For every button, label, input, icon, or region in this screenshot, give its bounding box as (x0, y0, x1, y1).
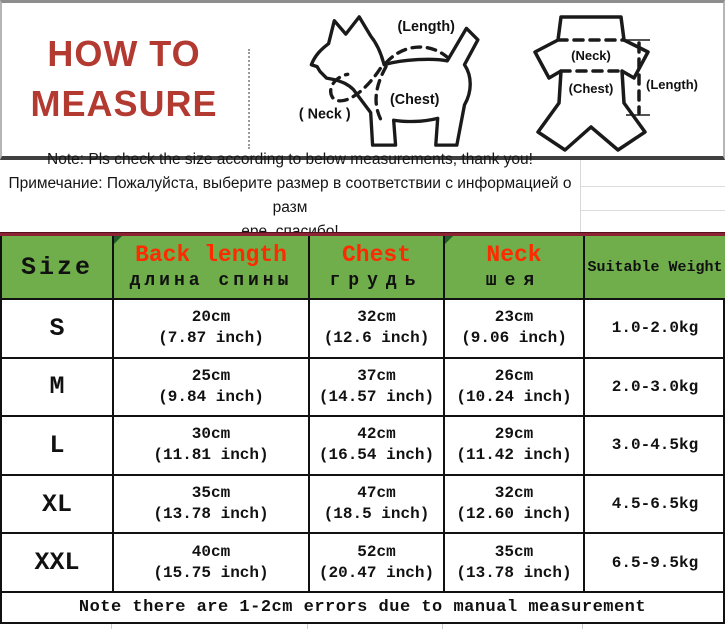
chest-inch: (14.57 inch) (318, 387, 435, 406)
table-row-m-neck (445, 359, 585, 418)
table-row-xxl-weight (585, 534, 725, 593)
header-back-ru: длина спины (129, 270, 293, 291)
footer-note-text: Note there are 1-2cm errors due to manual measurement (78, 597, 647, 617)
neck-inch: (9.06 inch) (461, 329, 567, 348)
neck-inch: (10.24 inch) (456, 387, 572, 406)
garment-neck-label: (Neck) (571, 48, 611, 63)
chest-inch: (12.6 inch) (323, 329, 430, 348)
header-back-length (114, 236, 310, 300)
chest-cm: 52cm (357, 542, 396, 561)
bottom-strip (0, 624, 725, 629)
table-row-s-neck (445, 300, 585, 359)
size-value: XL (41, 489, 72, 519)
header-neck-en: Neck (486, 241, 542, 268)
back-cm: 25cm (191, 366, 231, 385)
table-row-xxl-chest (310, 534, 445, 593)
size-value: L (49, 430, 65, 460)
measure-section (0, 0, 725, 160)
table-row-xxl-back (114, 534, 310, 593)
table-row-s-back (114, 300, 310, 359)
comment-marker-icon (114, 236, 122, 244)
header-back-en: Back length (135, 241, 287, 268)
table-row-l-back (114, 417, 310, 476)
back-cm: 30cm (191, 425, 231, 444)
chest-cm: 37cm (357, 366, 396, 385)
size-value: M (49, 372, 65, 402)
header-neck (445, 236, 585, 300)
title-line-2: MEASURE (30, 83, 218, 124)
table-row-xl-size (2, 476, 114, 535)
neck-inch: (12.60 inch) (456, 505, 572, 524)
table-row-xl-back (114, 476, 310, 535)
header-chest-ru: грудь (329, 270, 424, 291)
table-row-l-neck (445, 417, 585, 476)
neck-inch: (11.42 inch) (456, 446, 572, 465)
table-footer-note (2, 593, 725, 622)
table-row-m-back (114, 359, 310, 418)
table-row-xxl-size (2, 534, 114, 593)
header-size-label: Size (20, 252, 93, 282)
dog-length-label: (Length) (397, 19, 455, 36)
chest-cm: 32cm (357, 308, 396, 327)
spreadsheet-gridlines (581, 160, 725, 232)
table-row-s-chest (310, 300, 445, 359)
table-row-l-size (2, 417, 114, 476)
garment-measurement-diagram (522, 3, 725, 163)
comment-marker-icon (445, 236, 453, 244)
neck-cm: 23cm (494, 308, 534, 327)
header-weight-label: Suitable Weight (587, 258, 723, 276)
size-value: S (49, 313, 65, 343)
table-row-l-chest (310, 417, 445, 476)
garment-length-label: (Length) (646, 77, 698, 92)
table-row-s-weight (585, 300, 725, 359)
chest-inch: (16.54 inch) (318, 446, 435, 465)
dog-neck-label: ( Neck ) (298, 106, 351, 123)
weight-value: 6.5-9.5kg (611, 553, 699, 572)
table-row-m-size (2, 359, 114, 418)
back-inch: (11.81 inch) (153, 446, 269, 465)
weight-value: 1.0-2.0kg (611, 319, 699, 338)
note-line-ru-1: Примечание: Пожалуйста, выберите размер в соответствии с информацией о разм (8, 175, 572, 216)
size-table (0, 232, 725, 629)
header-size (2, 236, 114, 300)
header-chest (310, 236, 445, 300)
dog-chest-label: (Chest) (390, 91, 440, 108)
table-row-xl-neck (445, 476, 585, 535)
table-row-l-weight (585, 417, 725, 476)
weight-value: 3.0-4.5kg (611, 436, 699, 455)
neck-cm: 35cm (494, 542, 534, 561)
table-row-xl-weight (585, 476, 725, 535)
back-cm: 40cm (191, 542, 231, 561)
back-inch: (7.87 inch) (158, 329, 264, 348)
chest-cm: 47cm (357, 484, 396, 503)
back-cm: 35cm (191, 484, 231, 503)
back-inch: (9.84 inch) (158, 387, 264, 406)
table-row-m-weight (585, 359, 725, 418)
size-value: XXL (34, 548, 80, 578)
note-text (0, 151, 581, 232)
neck-inch: (13.78 inch) (456, 563, 572, 582)
header-chest-en: Chest (341, 241, 411, 268)
table-row-m-chest (310, 359, 445, 418)
neck-cm: 32cm (494, 484, 534, 503)
dotted-divider (248, 49, 250, 149)
page-title (10, 29, 238, 129)
chest-inch: (18.5 inch) (323, 505, 430, 524)
neck-cm: 29cm (494, 425, 534, 444)
back-inch: (13.78 inch) (153, 505, 269, 524)
chest-cm: 42cm (357, 425, 396, 444)
dog-measurement-diagram (252, 5, 520, 157)
note-line-en: Note: Pls check the size according to below measurements, thank you! (47, 151, 533, 168)
neck-cm: 26cm (494, 366, 534, 385)
title-line-1: HOW TO (47, 33, 201, 74)
header-weight (585, 236, 725, 300)
back-inch: (15.75 inch) (153, 563, 269, 582)
back-cm: 20cm (191, 308, 231, 327)
table-row-xl-chest (310, 476, 445, 535)
weight-value: 2.0-3.0kg (611, 377, 699, 396)
table-row-xxl-neck (445, 534, 585, 593)
size-table-grid (0, 236, 725, 624)
weight-value: 4.5-6.5kg (611, 495, 699, 514)
garment-chest-label: (Chest) (568, 81, 614, 96)
chest-inch: (20.47 inch) (318, 563, 435, 582)
header-neck-ru: шея (485, 270, 543, 291)
note-section (0, 151, 725, 232)
table-row-s-size (2, 300, 114, 359)
